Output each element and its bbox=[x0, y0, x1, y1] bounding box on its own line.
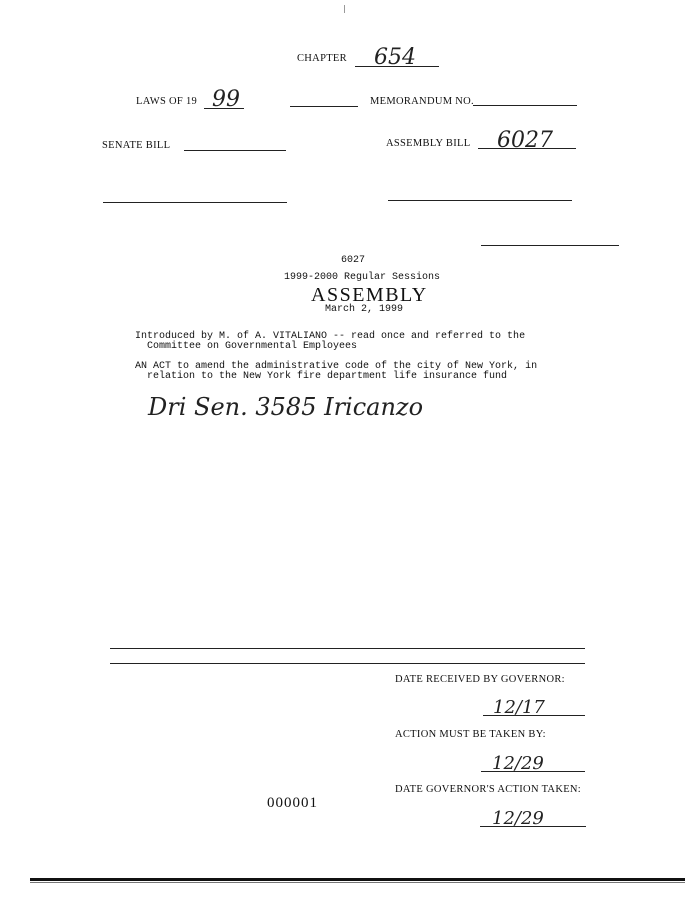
chapter-value: 654 bbox=[374, 45, 416, 70]
action-value: 12/29 bbox=[492, 753, 544, 774]
rule-top bbox=[110, 648, 585, 649]
memo-blank-line bbox=[290, 106, 358, 107]
page-number: 000001 bbox=[267, 795, 318, 811]
intro-line-2: Committee on Governmental Employees bbox=[147, 341, 358, 352]
blank-line-right bbox=[388, 200, 572, 201]
bill-house: ASSEMBLY bbox=[311, 284, 428, 306]
scan-edge bbox=[30, 878, 685, 881]
chapter-label: CHAPTER bbox=[297, 53, 347, 64]
scan-edge-thin bbox=[30, 882, 685, 883]
intro-line-1: Introduced by M. of A. VITALIANO -- read once and referred to the bbox=[135, 331, 526, 342]
act-line-1: AN ACT to amend the administrative code of the city of New York, in bbox=[135, 361, 538, 372]
received-label: DATE RECEIVED BY GOVERNOR: bbox=[395, 674, 565, 685]
top-mark bbox=[344, 5, 345, 13]
bill-date: March 2, 1999 bbox=[325, 304, 404, 315]
senate-label: SENATE BILL bbox=[102, 140, 171, 151]
taken-label: DATE GOVERNOR'S ACTION TAKEN: bbox=[395, 784, 582, 795]
taken-value: 12/29 bbox=[492, 808, 544, 829]
blank-line-left bbox=[103, 202, 287, 203]
laws-value: 99 bbox=[212, 87, 240, 112]
senate-line bbox=[184, 150, 286, 151]
assembly-value: 6027 bbox=[497, 128, 553, 153]
handwritten-note: Dri Sen. 3585 Iricanzo bbox=[148, 393, 424, 421]
memo-label: MEMORANDUM NO. bbox=[370, 96, 474, 107]
received-value: 12/17 bbox=[493, 697, 545, 718]
action-label: ACTION MUST BE TAKEN BY: bbox=[395, 729, 546, 740]
bill-session: 1999-2000 Regular Sessions bbox=[284, 272, 441, 283]
bill-number: 6027 bbox=[341, 255, 366, 266]
act-line-2: relation to the New York fire department life insurance fund bbox=[147, 371, 508, 382]
assembly-label: ASSEMBLY BILL bbox=[386, 138, 471, 149]
rule-bottom bbox=[110, 663, 585, 664]
blank-line-right-lower bbox=[481, 245, 619, 246]
laws-label: LAWS OF 19 bbox=[136, 96, 198, 107]
memo-line bbox=[473, 105, 577, 106]
